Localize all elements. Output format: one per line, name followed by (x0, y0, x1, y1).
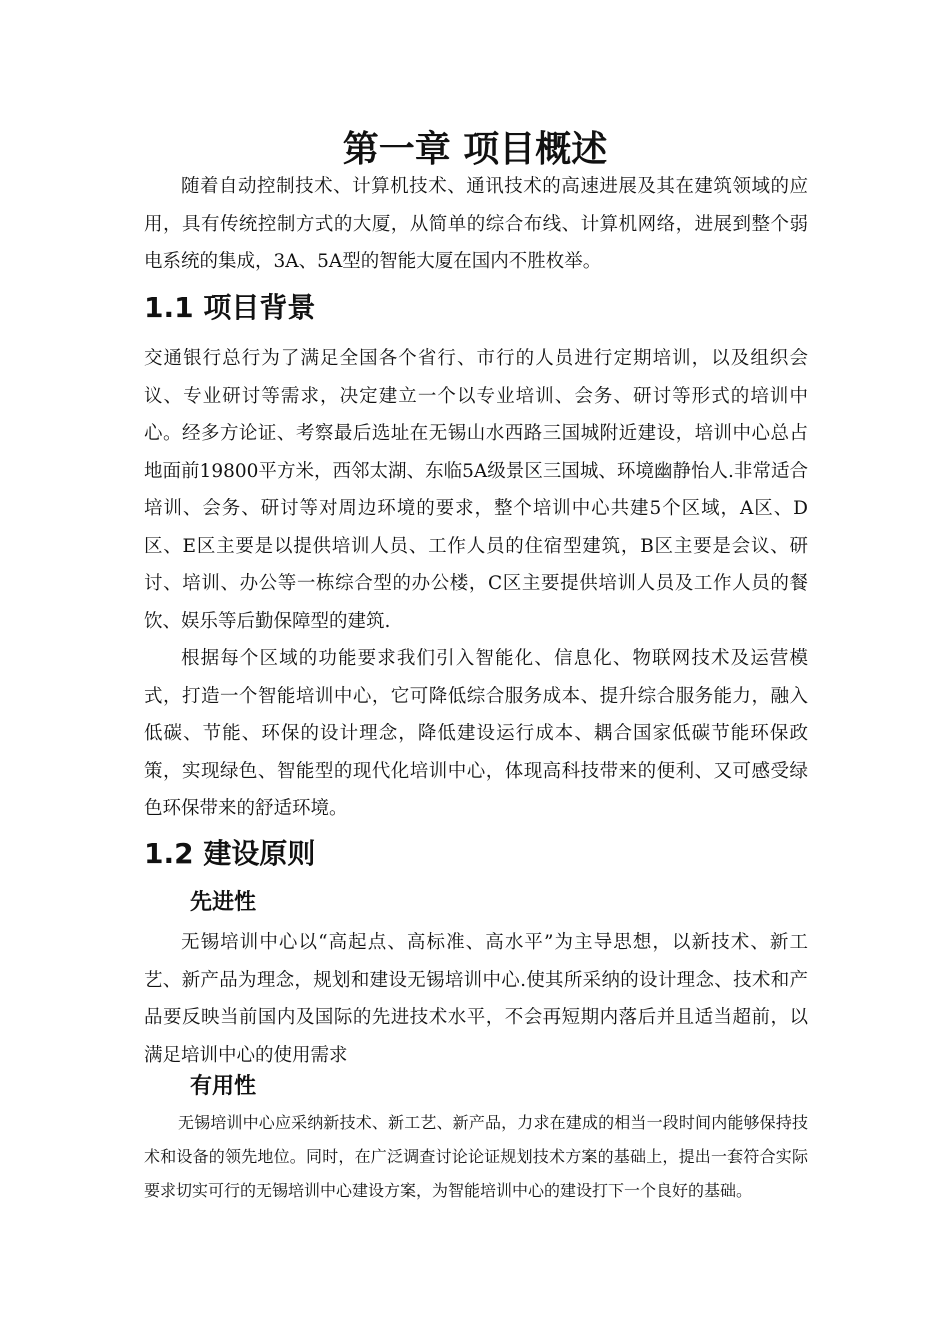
section-heading-principles: 1.2 建设原则 (144, 837, 316, 870)
chapter-intro-paragraph: 随着自动控制技术、计算机技术、通讯技术的高速进展及其在建筑领域的应用，具有传统控制方式的大厦，从简单的综合布线、计算机网络，进展到整个弱电系统的集成，3A、5A型的智能大厦在国内不胜枚举。 (144, 176, 808, 272)
background-paragraph-1: 交通银行总行为了满足全国各个省行、市行的人员进行定期培训，以及组织会议、专业研讨等需求，决定建立一个以专业培训、会务、研讨等形式的培训中心。经多方论证、考察最后选址在无锡山水西路三国城附近建设，培训中心总占地面前19800平方米，西邻太湖、东临5A级景区三国城、环境幽静怡人.非常适合培训、会务、研讨等对周边环境的要求，整个培训中心共建5个区域，A区、D区、E区主要是以提供培训人员、工作人员的住宿型建筑，B区主要是会议、研讨、培训、办公等一栋综合型的办公楼，C区主要提供培训人员及工作人员的餐饮、娱乐等后勤保障型的建筑. (144, 348, 808, 632)
subheading-advanced: 先进性 (190, 890, 257, 915)
section-heading-background: 1.1 项目背景 (144, 291, 316, 324)
background-paragraph-2: 根据每个区域的功能要求我们引入智能化、信息化、物联网技术及运营模式，打造一个智能培训中心，它可降低综合服务成本、提升综合服务能力，融入低碳、节能、环保的设计理念，降低建设运行成本、耦合国家低碳节能环保政策，实现绿色、智能型的现代化培训中心，体现高科技带来的便利、又可感受绿色环保带来的舒适环境。 (144, 648, 808, 819)
advanced-paragraph: 无锡培训中心以“高起点、高标准、高水平”为主导思想，以新技术、新工艺、新产品为理念，规划和建设无锡培训中心.使其所采纳的设计理念、技术和产品要反映当前国内及国际的先进技术水平，不会再短期内落后并且适当超前，以满足培训中心的使用需求 (144, 932, 808, 1066)
chapter-title: 第一章 项目概述 (342, 129, 608, 170)
subheading-practical: 有用性 (190, 1074, 257, 1099)
practical-paragraph: 无锡培训中心应采纳新技术、新工艺、新产品，力求在建成的相当一段时间内能够保持技术和设备的领先地位。同时，在广泛调查讨论论证规划技术方案的基础上，提出一套符合实际要求切实可行的无锡培训中心建设方案，为智能培训中心的建设打下一个良好的基础。 (144, 1113, 808, 1200)
